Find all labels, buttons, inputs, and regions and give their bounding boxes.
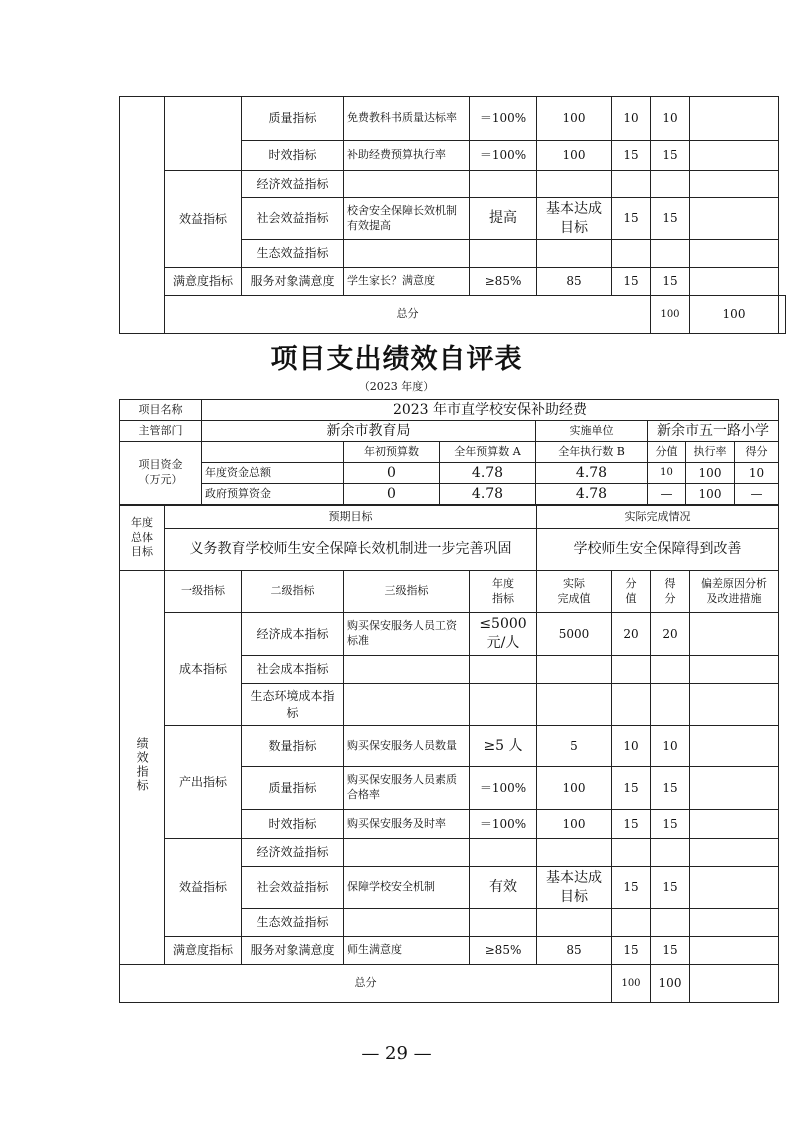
actual-cell: 85 [537,268,612,296]
page-title: 项目支出绩效自评表 [270,344,523,375]
row-gov-exec: 4.78 [536,484,648,505]
page-number: — 29 — [361,1043,432,1064]
col-full: 全年预算数 A [440,442,536,463]
dept-value: 新余市教育局 [202,421,536,442]
row-total-full: 4.78 [440,463,536,484]
target-cell: 有效 [470,867,537,909]
target-cell: ＝100% [470,810,537,839]
row-gov-initial: 0 [344,484,440,505]
l2-cell: 生态效益指标 [242,240,344,268]
actual-cell: 100 [537,141,612,171]
project-name-label: 项目名称 [120,400,202,421]
annual-goals-table [119,505,779,571]
indicator-header-row [120,571,779,613]
table-row [120,529,779,571]
l2-cell: 质量指标 [242,767,344,810]
col-reason: 偏差原因分析 及改进措施 [690,571,779,613]
col-exec: 全年执行数 B [536,442,648,463]
col-target: 年度 指标 [470,571,537,613]
row-total-label: 年度资金总额 [202,463,344,484]
performance-indicator-table [119,570,779,1003]
project-name: 2023 年市直学校安保补助经费 [202,400,779,421]
score-cell: 15 [651,810,690,839]
score-cell: 15 [651,937,690,965]
weight-cell: 15 [612,810,651,839]
l3-cell: 校舍安全保障长效机制有效提高 [344,198,470,240]
l2-cell: 服务对象满意度 [242,268,344,296]
weight-cell: 15 [612,141,651,171]
reason-cell [690,767,779,810]
col-l1: 一级指标 [165,571,242,613]
row-gov-score: — [735,484,779,505]
continued-indicator-table [119,96,786,334]
l3-cell: 师生满意度 [344,937,470,965]
actual-result: 学校师生安全保障得到改善 [537,529,779,571]
row-total-score: 10 [735,463,779,484]
score-cell: 10 [651,97,690,141]
target-cell: ＝100% [470,767,537,810]
total-row [120,965,779,1003]
target-cell: ≤5000元/人 [470,613,537,656]
l1-cell: 满意度指标 [165,937,242,965]
total-weight: 100 [612,965,651,1003]
total-label: 总分 [120,965,612,1003]
reason-cell [690,937,779,965]
l1-cell: 效益指标 [165,839,242,937]
col-score: 得分 [735,442,779,463]
l2-cell: 时效指标 [242,810,344,839]
actual-cell: 100 [537,767,612,810]
page-subtitle: （2023 年度） [358,380,435,393]
reason-cell [690,613,779,656]
l2-cell: 社会效益指标 [242,198,344,240]
weight-cell: 15 [612,198,651,240]
l2-cell: 经济效益指标 [242,839,344,867]
l2-cell: 生态效益指标 [242,909,344,937]
side-label-cell [120,571,165,965]
row-gov-full: 4.78 [440,484,536,505]
l2-cell: 数量指标 [242,726,344,767]
weight-cell: 10 [612,97,651,141]
l1-cell [165,97,242,171]
total-score: 100 [690,296,779,334]
weight-cell: 15 [612,268,651,296]
actual-cell: 基本达成目标 [537,867,612,909]
target-cell: ＝100% [470,97,537,141]
weight-cell: 20 [612,613,651,656]
l3-cell: 购买保安服务人员素质合格率 [344,767,470,810]
reason-cell [690,97,779,141]
col-score: 得 分 [651,571,690,613]
actual-cell: 85 [537,937,612,965]
row-gov-weight: — [648,484,686,505]
actual-cell: 基本达成目标 [537,198,612,240]
reason-cell [690,867,779,909]
l3-cell: 购买保安服务人员数量 [344,726,470,767]
row-total-weight: 10 [648,463,686,484]
target-cell: ≥85% [470,268,537,296]
weight-cell: 15 [612,767,651,810]
score-cell: 10 [651,726,690,767]
expected-goal: 义务教育学校师生安全保障长效机制进一步完善巩固 [165,529,537,571]
row-gov-rate: 100 [686,484,735,505]
total-row [120,296,786,334]
l2-cell: 社会成本指标 [242,656,344,684]
score-cell: 15 [651,268,690,296]
target-cell: ≥5 人 [470,726,537,767]
reason-cell [690,726,779,767]
reason-cell [690,268,779,296]
total-score: 100 [651,965,690,1003]
table-row [120,421,779,442]
table-row [120,506,779,529]
table-row [120,171,786,198]
funds-label: 项目资金 （万元） [120,442,202,505]
row-total-exec: 4.78 [536,463,648,484]
target-cell: ≥85% [470,937,537,965]
score-cell: 15 [651,141,690,171]
table-row [120,839,779,867]
l2-cell: 生态环境成本指标 [242,684,344,726]
score-cell: 15 [651,867,690,909]
impl-label: 实施单位 [536,421,648,442]
table-row [120,613,779,656]
expected-goal-label: 预期目标 [165,506,537,529]
impl-value: 新余市五一路小学 [648,421,779,442]
row-total-rate: 100 [686,463,735,484]
l1-cell: 满意度指标 [165,268,242,296]
l2-cell: 社会效益指标 [242,867,344,909]
col-l3: 三级指标 [344,571,470,613]
table-row [120,97,786,141]
l2-cell: 服务对象满意度 [242,937,344,965]
score-cell: 20 [651,613,690,656]
l1-cell: 成本指标 [165,613,242,726]
weight-cell: 15 [612,937,651,965]
goals-label: 年度 总体 目标 [120,506,165,571]
score-cell: 15 [651,198,690,240]
target-cell: ＝100% [470,141,537,171]
total-weight: 100 [651,296,690,334]
reason-cell [690,810,779,839]
row-gov-label: 政府预算资金 [202,484,344,505]
actual-result-label: 实际完成情况 [537,506,779,529]
l3-cell: 补助经费预算执行率 [344,141,470,171]
l1-cell: 效益指标 [165,171,242,268]
col-rate: 执行率 [686,442,735,463]
col-l2: 二级指标 [242,571,344,613]
reason-cell [779,296,786,334]
score-cell: 15 [651,767,690,810]
actual-cell: 100 [537,97,612,141]
total-label: 总分 [165,296,651,334]
col-weight: 分值 [648,442,686,463]
l2-cell: 质量指标 [242,97,344,141]
side-label-cell [120,97,165,334]
dept-label: 主管部门 [120,421,202,442]
l2-cell: 经济效益指标 [242,171,344,198]
row-total-initial: 0 [344,463,440,484]
table-row [120,400,779,421]
table-row [120,937,779,965]
weight-cell: 10 [612,726,651,767]
table-row [120,484,779,505]
col-weight: 分 值 [612,571,651,613]
actual-cell: 100 [537,810,612,839]
reason-cell [690,965,779,1003]
l2-cell: 时效指标 [242,141,344,171]
table-row [120,726,779,767]
l3-cell: 免费教科书质量达标率 [344,97,470,141]
table-row [120,268,786,296]
l2-cell: 经济成本指标 [242,613,344,656]
col-initial: 年初预算数 [344,442,440,463]
l3-cell: 购买保安服务及时率 [344,810,470,839]
table-row [120,442,779,463]
target-cell: 提高 [470,198,537,240]
table-row [120,463,779,484]
project-header-table [119,399,779,505]
l1-cell: 产出指标 [165,726,242,839]
reason-cell [690,198,779,240]
l3-cell: 保障学校安全机制 [344,867,470,909]
col-actual: 实际 完成值 [537,571,612,613]
actual-cell: 5 [537,726,612,767]
l3-cell: 购买保安服务人员工资标准 [344,613,470,656]
actual-cell: 5000 [537,613,612,656]
side-label: 绩效指标 [135,737,150,794]
weight-cell: 15 [612,867,651,909]
l3-cell: 学生家长？满意度 [344,268,470,296]
reason-cell [690,141,779,171]
